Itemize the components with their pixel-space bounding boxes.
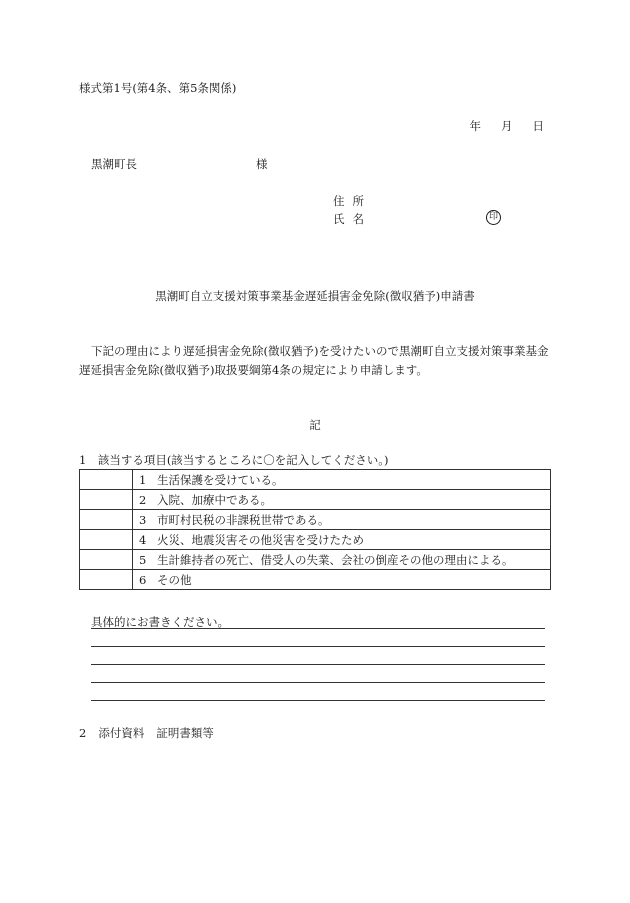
address-label: 住所: [333, 194, 372, 208]
table-row: [80, 570, 551, 590]
items-table: [79, 469, 551, 590]
item-text: 市町村民税の非課税世帯である。: [149, 510, 551, 530]
seal-mark: 印: [486, 210, 501, 225]
section1-heading: 1 該当する項目(該当するところに〇を記入してください。): [79, 453, 389, 467]
item-text: 生活保護を受けている。: [149, 470, 551, 490]
item-text: 入院、加療中である。: [149, 490, 551, 510]
item-number: 6: [133, 570, 150, 590]
item-number: 2: [133, 490, 150, 510]
mark-cell[interactable]: [80, 530, 133, 550]
table-row: [80, 550, 551, 570]
section2-value: 証明書類等: [156, 726, 214, 740]
mark-cell[interactable]: [80, 570, 133, 590]
writing-line[interactable]: [91, 700, 545, 701]
item-text: 生計維持者の死亡、借受人の失業、会社の倒産その他の理由による。: [149, 550, 551, 570]
ki-marker: 記: [309, 418, 321, 432]
body-paragraph: 下記の理由により遅延損害金免除(徴収猶予)を受けたいので黒潮町自立支援対策事業基金遅延損害金免除(徴収猶予)取扱要綱第4条の規定により申請します。: [79, 344, 549, 377]
honorific: 様: [256, 157, 268, 171]
item-text: その他: [149, 570, 551, 590]
form-number: 様式第1号(第4条、第5条関係): [79, 81, 237, 95]
date-line: [470, 119, 545, 133]
item-number: 4: [133, 530, 150, 550]
name-label: 氏名: [333, 212, 372, 226]
section2-label: 添付資料: [98, 726, 145, 740]
section2: [79, 726, 214, 740]
table-row: [80, 510, 551, 530]
date-year: 年: [469, 119, 481, 133]
date-month: 月: [501, 119, 513, 133]
item-number: 3: [133, 510, 150, 530]
section2-number: 2: [79, 726, 87, 740]
table-row: [80, 470, 551, 490]
specific-label: 具体的にお書きください。: [91, 615, 229, 629]
mark-cell[interactable]: [80, 510, 133, 530]
writing-line[interactable]: [91, 682, 545, 683]
item-number: 5: [133, 550, 150, 570]
item-text: 火災、地震災害その他災害を受けたため: [149, 530, 551, 550]
writing-line[interactable]: [91, 664, 545, 665]
date-day: 日: [532, 119, 544, 133]
mark-cell[interactable]: [80, 550, 133, 570]
writing-line[interactable]: [91, 628, 545, 629]
document-title: 黒潮町自立支援対策事業基金遅延損害金免除(徴収猶予)申請書: [155, 289, 475, 303]
table-row: [80, 490, 551, 510]
mark-cell[interactable]: [80, 470, 133, 490]
addressee: 黒潮町長: [91, 157, 137, 171]
item-number: 1: [133, 470, 150, 490]
table-row: [80, 530, 551, 550]
writing-line[interactable]: [91, 646, 545, 647]
mark-cell[interactable]: [80, 490, 133, 510]
